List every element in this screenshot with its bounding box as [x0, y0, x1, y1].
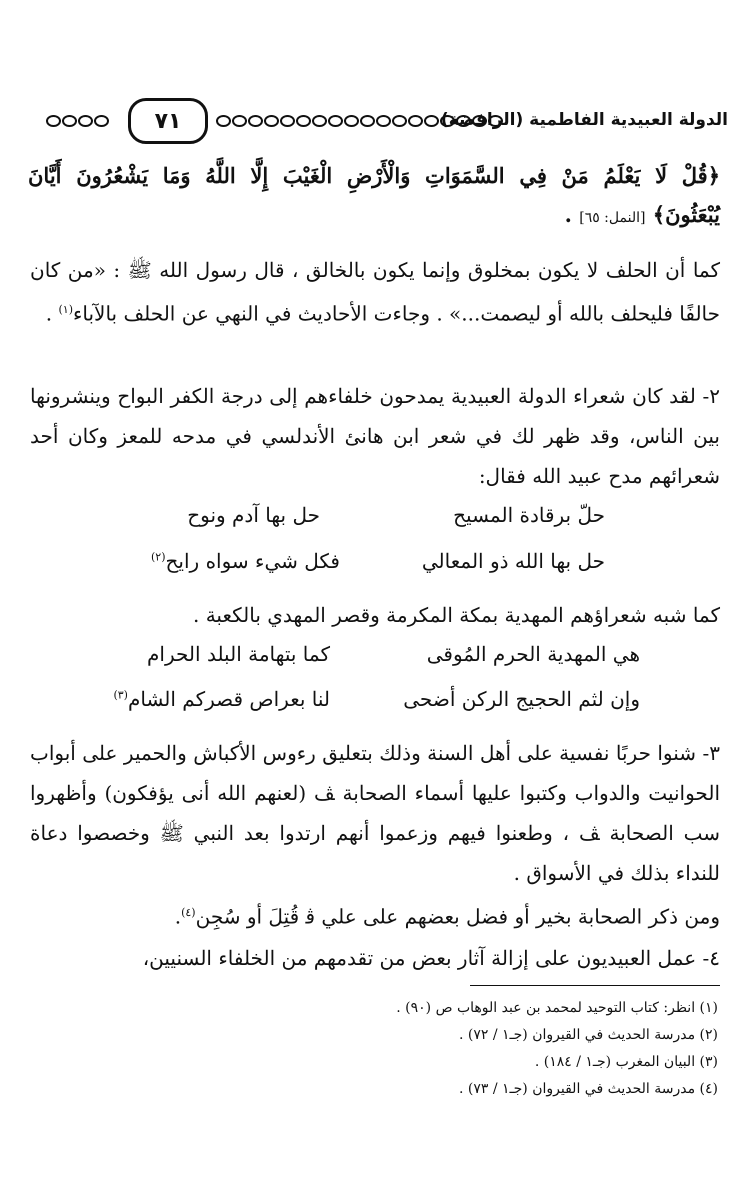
hemistich: لنا بعراص قصركم الشام — [127, 687, 330, 711]
ornament-link — [344, 115, 359, 127]
poem2-line2-left — [113, 687, 330, 711]
footnote-separator — [470, 985, 720, 986]
footnote-mark-1: (١) — [58, 303, 73, 316]
paragraph-text: كما شبه شعراؤهم المهدية بمكة المكرمة وقصر المهدي بالكعبة . — [192, 603, 720, 627]
ornament-link — [488, 115, 503, 127]
ornament-link — [424, 115, 439, 127]
paragraph-text: كما أن الحلف لا يكون بمخلوق وإنما يكون بالخالق ، قال رسول الله ﷺ : «من كان حالفًا فليحلف بالله أو ليصمت...» . وجاءت الأحاديث في النهي عن الحلف بالآباء — [30, 258, 720, 326]
ornament-link — [62, 115, 77, 127]
ornament-link — [46, 115, 61, 127]
book-title: الدولة العبيدية الفاطمية (الرافضة) — [440, 110, 728, 130]
footnote-mark-3: (٣) — [113, 688, 128, 702]
running-header — [28, 98, 728, 154]
paragraph-oath — [30, 250, 720, 334]
quran-verse-line-1 — [28, 157, 720, 195]
hemistich: وإن لثم الحجيج الركن أضحى — [403, 687, 640, 711]
ornament-link — [78, 115, 93, 127]
paragraph-removal — [30, 938, 720, 978]
page-number: ٧١ — [154, 108, 182, 134]
page-number-box — [128, 98, 208, 144]
ornament-chain — [216, 112, 504, 130]
poem1-line2-right — [422, 549, 605, 573]
hemistich: كما بتهامة البلد الحرام — [147, 642, 330, 666]
hemistich: حلّ برقادة المسيح — [453, 503, 605, 527]
footnote-2: (٢) مدرسة الحديث في القيروان (جـ١ / ٧٢) . — [458, 1027, 718, 1043]
ornament-link — [440, 115, 455, 127]
footnote-3: (٣) البيان المغرب (جـ١ / ١٨٤) . — [534, 1054, 718, 1070]
quran-verse-line-2 — [565, 196, 720, 237]
verse-tail: . — [564, 202, 580, 227]
poem2-line1-right — [427, 642, 640, 666]
verse-text: ﴿قُلْ لَا يَعْلَمُ مَنْ فِي السَّمَوَاتِ وَالْأَرْضِ الْغَيْبَ إِلَّا اللَّهُ وَمَا يَشْعُرُونَ أَيَّانَ — [28, 163, 720, 188]
verse-text-end: يُبْعَثُونَ﴾ — [652, 202, 720, 227]
paragraph-companions — [30, 893, 720, 937]
poem1-line1-left — [187, 503, 320, 527]
ornament-link — [360, 115, 375, 127]
paragraph-mahdiya — [30, 595, 720, 635]
paragraph-psychological-war — [30, 733, 720, 893]
ornament-link — [232, 115, 247, 127]
footnote-4: (٤) مدرسة الحديث في القيروان (جـ١ / ٧٣) . — [458, 1081, 718, 1097]
paragraph-text: ٢- لقد كان شعراء الدولة العبيدية يمدحون خلفاءهم إلى درجة الكفر البواح وينشرونها بين الناس، وقد ظهر لك في شعر ابن هانئ الأندلسي في مدحه للمعز وكان أحد شعرائهم مدح عبيد الله فقال: — [30, 384, 720, 488]
paragraph-poets — [30, 376, 720, 496]
footnote-1: (١) انظر: كتاب التوحيد لمحمد بن عبد الوهاب ص (٩٠) . — [396, 1000, 718, 1016]
hemistich: هي المهدية الحرم المُوقى — [426, 642, 640, 666]
paragraph-text: ٤- عمل العبيديون على إزالة آثار بعض من تقدمهم من الخلفاء السنيين، — [142, 946, 720, 970]
ornament-link — [328, 115, 343, 127]
hemistich: حل بها آدم ونوح — [187, 503, 320, 527]
footnote-mark-4: (٤) — [181, 906, 196, 919]
ornament-link — [408, 115, 423, 127]
paragraph-end: . — [45, 301, 59, 326]
poem2-line1-left — [147, 642, 330, 666]
ornament-link — [456, 115, 471, 127]
ornament-link — [280, 115, 295, 127]
hemistich: فكل شيء سواه رايح — [165, 549, 340, 573]
ornament-link — [312, 115, 327, 127]
ornament-link — [296, 115, 311, 127]
ornament-link — [392, 115, 407, 127]
poem1-line1-right — [453, 503, 605, 527]
paragraph-text: ٣- شنوا حربًا نفسية على أهل السنة وذلك بتعليق رءوس الأكباش والحمير على أبواب الحوانيت والدواب وكتبوا عليها أسماء الصحابة ﭫ (لعنهم الله أنى يؤفكون) وأظهروا سب الصحابة ﭫ ، وطعنوا فيهم وزعموا أنهم ارتدوا بعد النبي ﷺ وخصصوا دعاة للنداء بذلك في الأسواق . — [30, 741, 720, 885]
poem2-line2-right — [403, 687, 640, 711]
hemistich: حل بها الله ذو المعالي — [421, 549, 605, 573]
paragraph-end: . — [174, 904, 182, 929]
ornament-link — [216, 115, 231, 127]
footnote-mark-2: (٢) — [151, 550, 166, 564]
ornament-link — [248, 115, 263, 127]
poem1-line2-left — [151, 549, 340, 573]
verse-reference: [النمل: ٦٥] — [579, 210, 646, 226]
ornament-link — [264, 115, 279, 127]
ornament-link — [472, 115, 487, 127]
ornament-link — [94, 115, 109, 127]
ornament-chain-small — [46, 112, 116, 130]
paragraph-text: ومن ذكر الصحابة بخير أو فضل بعضهم على علي ﭬ قُتِلَ أو سُجِن — [195, 904, 720, 929]
ornament-link — [376, 115, 391, 127]
